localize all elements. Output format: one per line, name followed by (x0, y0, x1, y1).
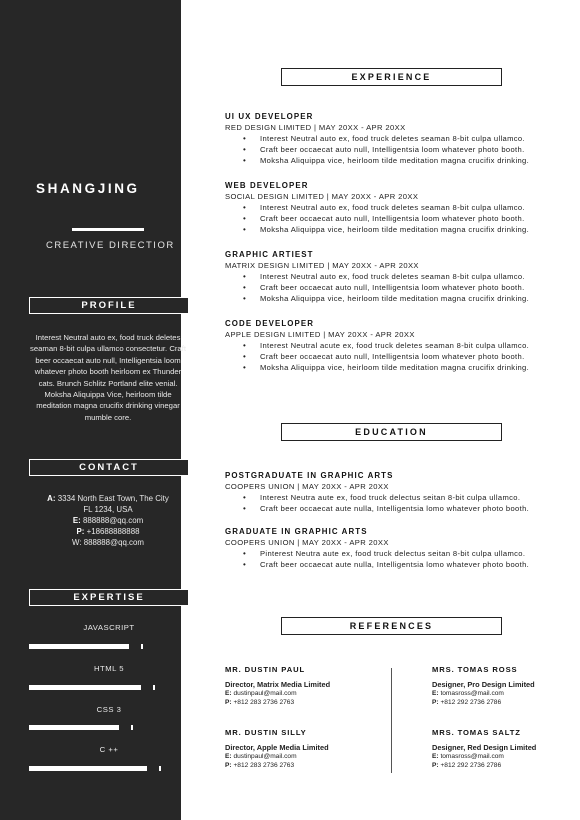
skill-bar (29, 644, 181, 649)
reference-card (432, 665, 580, 707)
references-heading: REFERENCES (281, 617, 502, 635)
entry-title: CODE DEVELOPER (225, 319, 315, 328)
experience-entry (225, 250, 565, 305)
phone-label: P: (225, 762, 232, 769)
reference-phone (225, 761, 375, 770)
email-value: dustinpaul@mail.com (233, 753, 297, 760)
contact-details (30, 494, 186, 549)
skill-bar-marker (131, 725, 133, 730)
reference-phone (225, 698, 375, 707)
address-label: A: (47, 494, 56, 503)
education-entry (225, 527, 565, 571)
entry-title: UI UX DEVELOPER (225, 112, 314, 121)
phone-label: P: (225, 699, 232, 706)
address-line1: 3334 North East Town, The City (57, 494, 169, 503)
bullet-item: • Moksha Aliquippa vice, heirloom tilde meditation magna crucifix drinking. (225, 225, 565, 236)
skill-bar (29, 685, 181, 690)
wechat-label: W: (72, 537, 82, 547)
bullet-item: • Interest Neutral auto ex, food truck deletes seaman 8-bit culpa ullamco. (225, 134, 565, 145)
entry-school: COOPERS UNION | MAY 20XX - APR 20XX (225, 481, 389, 491)
reference-email (432, 752, 580, 761)
email-label: E: (72, 515, 81, 525)
experience-entry (225, 319, 565, 374)
reference-role: Designer, Pro Design Limited (432, 680, 535, 689)
skill-bar (29, 725, 181, 730)
contact-email (30, 516, 186, 527)
reference-name: MR. DUSTIN SILLY (225, 728, 307, 737)
entry-bullets (225, 341, 565, 374)
bullet-item: • Craft beer occaecat auto null, Intelligentsia loom whatever photo booth. (225, 214, 565, 225)
bullet-item: • Craft beer occaecat auto null, Intelligentsia loom whatever photo booth. (225, 145, 565, 156)
email-label: E: (225, 753, 232, 760)
wechat-value: 888888@qq.com (83, 537, 144, 547)
phone-label: P: (432, 699, 439, 706)
entry-title: GRAPHIC ARTIEST (225, 250, 314, 259)
contact-heading: CONTACT (29, 459, 189, 476)
skill-bar (29, 766, 181, 771)
bullet-item: • Pinterest Neutra aute ex, food truck delectus seitan 8-bit culpa ullamco. (225, 549, 565, 560)
email-value: tomasross@mail.com (440, 753, 504, 760)
skill-bar-fill (29, 725, 119, 730)
phone-value: +812 283 2736 2763 (233, 699, 295, 706)
bullet-item: • Craft beer occaecat auto null, Intelligentsia loom whatever photo booth. (225, 352, 565, 363)
skill-bar-fill (29, 766, 147, 771)
expertise-heading: EXPERTISE (29, 589, 189, 606)
address-line2: FL 1234, USA (83, 504, 133, 514)
phone-value: +18688888888 (86, 526, 140, 536)
contact-wechat (30, 538, 186, 549)
reference-card (432, 728, 580, 770)
entry-bullets (225, 203, 565, 236)
skill-bar-fill (29, 685, 141, 690)
email-value: dustinpaul@mail.com (233, 690, 297, 697)
references-divider (391, 668, 392, 773)
skill-label: JAVASCRIPT (83, 623, 135, 632)
entry-title: GRADUATE IN GRAPHIC ARTS (225, 527, 368, 536)
education-heading: EDUCATION (281, 423, 502, 441)
entry-company: APPLE DESIGN LIMITED | MAY 20XX - APR 20XX (225, 329, 415, 339)
email-value: tomasross@mail.com (440, 690, 504, 697)
reference-email (432, 689, 580, 698)
profile-heading: PROFILE (29, 297, 189, 314)
bullet-item: • Interest Neutral auto ex, food truck deletes seaman 8-bit culpa ullamco. (225, 203, 565, 214)
email-label: E: (432, 753, 439, 760)
bullet-item: • Interest Neutra aute ex, food truck delectus seitan 8-bit culpa ullamco. (225, 493, 565, 504)
sidebar (0, 0, 186, 820)
bullet-item: • Moksha Aliquippa vice, heirloom tilde meditation magna crucifix drinking. (225, 363, 565, 374)
entry-bullets (225, 549, 565, 571)
skill-bar-marker (159, 766, 161, 771)
profile-text: Interest Neutral auto ex, food truck deletes seaman 8-bit culpa ullamco consectetur. Craft beer occaecat auto null, Intelligentsia loom whatever photo booth heirloom ex Thunder cats. Brunch Schlitz Portland elite venial. Moksha Aliquippa Vice, heirloom tilde meditation magna crucifix drinking vinegar mumble core. (30, 333, 186, 422)
skill-bar-marker (153, 685, 155, 690)
bullet-item: • Craft beer occaecat auto null, Intelligentsia loom whatever photo booth. (225, 283, 565, 294)
email-label: E: (225, 690, 232, 697)
reference-card (225, 665, 375, 707)
reference-phone (432, 698, 580, 707)
email-label: E: (432, 690, 439, 697)
entry-bullets (225, 134, 565, 167)
reference-name: MRS. TOMAS ROSS (432, 665, 518, 674)
reference-name: MR. DUSTIN PAUL (225, 665, 306, 674)
experience-entry (225, 181, 565, 236)
bullet-item: • Interest Neutral acute ex, food truck deletes seaman 8-bit culpa ullamco. (225, 341, 565, 352)
skill-label: HTML 5 (93, 664, 125, 673)
skill-bar-fill (29, 644, 129, 649)
entry-title: WEB DEVELOPER (225, 181, 309, 190)
bullet-item: • Moksha Aliquippa vice, heirloom tilde meditation magna crucifix drinking. (225, 156, 565, 167)
phone-value: +812 292 2736 2786 (440, 699, 502, 706)
reference-role: Director, Matrix Media Limited (225, 680, 331, 689)
entry-company: RED DESIGN LIMITED | MAY 20XX - APR 20XX (225, 122, 406, 132)
reference-role: Designer, Red Design Limited (432, 743, 537, 752)
phone-value: +812 283 2736 2763 (233, 762, 295, 769)
entry-bullets (225, 493, 565, 515)
experience-heading: EXPERIENCE (281, 68, 502, 86)
reference-name: MRS. TOMAS SALTZ (432, 728, 521, 737)
bullet-item: • Moksha Aliquippa vice, heirloom tilde meditation magna crucifix drinking. (225, 294, 565, 305)
bullet-item: • Craft beer occaecat aute nulla, Intelligentsia lomo whatever photo booth. (225, 560, 565, 571)
reference-email (225, 752, 375, 761)
phone-label: P: (432, 762, 439, 769)
entry-school: COOPERS UNION | MAY 20XX - APR 20XX (225, 537, 389, 547)
job-title: CREATIVE DIRECTIOR (46, 240, 175, 251)
candidate-name: SHANGJING (36, 181, 140, 196)
phone-value: +812 292 2736 2786 (440, 762, 502, 769)
experience-entry (225, 112, 565, 167)
reference-role: Director, Apple Media Limited (225, 743, 329, 752)
skill-label: CSS 3 (96, 705, 122, 714)
bullet-item: • Craft beer occaecat aute nulla, Intelligentsia lomo whatever photo booth. (225, 504, 565, 515)
skill-bar-marker (141, 644, 143, 649)
name-underline (72, 228, 144, 231)
contact-phone (30, 527, 186, 538)
bullet-item: • Interest Neutral auto ex, food truck deletes seaman 8-bit culpa ullamco. (225, 272, 565, 283)
entry-company: SOCIAL DESIGN LIMITED | MAY 20XX - APR 20XX (225, 191, 419, 201)
reference-phone (432, 761, 580, 770)
entry-title: POSTGRADUATE IN GRAPHIC ARTS (225, 471, 394, 480)
email-value: 888888@qq.com (82, 515, 144, 525)
contact-address (30, 494, 186, 505)
skill-label: C ++ (99, 745, 119, 754)
reference-email (225, 689, 375, 698)
education-entry (225, 471, 565, 515)
entry-bullets (225, 272, 565, 305)
phone-label: P: (76, 526, 85, 536)
entry-company: MATRIX DESIGN LIMITED | MAY 20XX - APR 20XX (225, 260, 419, 270)
reference-card (225, 728, 375, 770)
